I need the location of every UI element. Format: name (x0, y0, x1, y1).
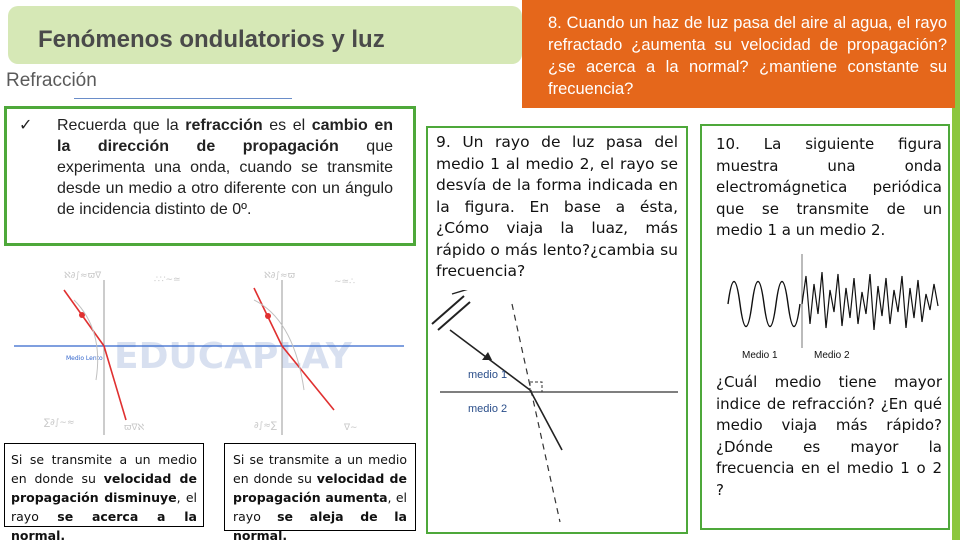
svg-text:ℵ∂∫≈ϖ: ℵ∂∫≈ϖ (264, 271, 296, 281)
svg-text:∇∼: ∇∼ (344, 423, 358, 433)
wave-figure-svg (722, 254, 940, 360)
subtitle-underline (74, 98, 292, 99)
svg-text:∴∵∼≃: ∴∵∼≃ (154, 275, 181, 285)
svg-text:ℵ∂∫≈ϖ∇: ℵ∂∫≈ϖ∇ (64, 271, 102, 281)
note-left-bold: se acerca a la normal. (11, 509, 197, 543)
reminder-box (4, 106, 416, 246)
note-left-text: , el rayo (11, 490, 197, 524)
note-right-bold: velocidad de propagación aumenta (233, 471, 407, 505)
refraction-diagram (4, 260, 412, 440)
watermark-text: EDUCAPLAY (114, 336, 352, 377)
question-10-subquestions: ¿Cuál medio tiene mayor indice de refracción? ¿En qué medio viaja más rápido? ¿Dónde es mayor la frecuencia en el medio 1 o 2 ? (716, 373, 942, 499)
refraction-diagram-svg (4, 260, 412, 440)
section-subtitle: Refracción (6, 70, 97, 91)
wave-medio-2-label: Medio 2 (814, 350, 850, 360)
page-title: Fenómenos ondulatorios y luz (38, 26, 385, 53)
reminder-bold-change: cambio en la dirección de propagación (57, 117, 394, 155)
ray-figure-svg (430, 290, 682, 530)
note-faster-medium (224, 443, 416, 543)
svg-text:∑∂∫∼≈: ∑∂∫∼≈ (44, 418, 75, 428)
reminder-text-part: Recuerda que la (57, 117, 186, 134)
question-8-box (522, 0, 955, 108)
note-right-text: Si se transmite a un medio en donde su (233, 452, 407, 486)
medio-1-label: medio 1 (468, 369, 508, 381)
svg-text:∂∫≈∑: ∂∫≈∑ (254, 421, 277, 431)
note-slower-medium (4, 443, 204, 543)
wave-figure (722, 254, 940, 360)
reminder-text-part: que experimenta una onda, cuando se transmite desde un medio a otro diferente con un ángulo de incidencia distinto de 0º. (57, 138, 393, 218)
medio-2-label: medio 2 (468, 403, 508, 415)
svg-text:ϖ∇ℵ: ϖ∇ℵ (124, 423, 145, 433)
ray-figure (430, 290, 682, 530)
question-10-box (700, 124, 950, 530)
note-left-bold: velocidad de propagación disminuye (11, 471, 197, 505)
reminder-bold-refraction: refracción (185, 117, 263, 134)
question-8-text: 8. Cuando un haz de luz pasa del aire al agua, el rayo refractado ¿aumenta su velocidad de propagación? ¿se acerca a la normal? ¿mantiene constante su frecuencia? (548, 14, 947, 98)
reminder-text-part: es el (262, 117, 312, 134)
reminder-text (57, 115, 393, 220)
checkmark-icon: ✓ (19, 117, 33, 134)
note-right-bold: se aleja de la normal. (233, 509, 407, 543)
question-9-text: 9. Un rayo de luz pasa del medio 1 al medio 2, el rayo se desvía de la forma indicada en la figura. En base a ésta, ¿Cómo viaja la luaz, más rápido o más lento?¿cambia su frecuencia? (426, 126, 686, 311)
wave-medio-1-label: Medio 1 (742, 350, 778, 360)
title-banner (8, 6, 522, 64)
question-10-text: 10. La siguiente figura muestra una onda electromágnetica periódica que se transmite de un medio 1 a un medio 2. (716, 135, 942, 239)
note-left-text: Si se transmite a un medio en donde su (11, 452, 197, 486)
svg-text:∼≃∴: ∼≃∴ (334, 277, 355, 287)
normal-label: Medio Lento (66, 355, 103, 362)
note-right-text: , el rayo (233, 490, 407, 524)
